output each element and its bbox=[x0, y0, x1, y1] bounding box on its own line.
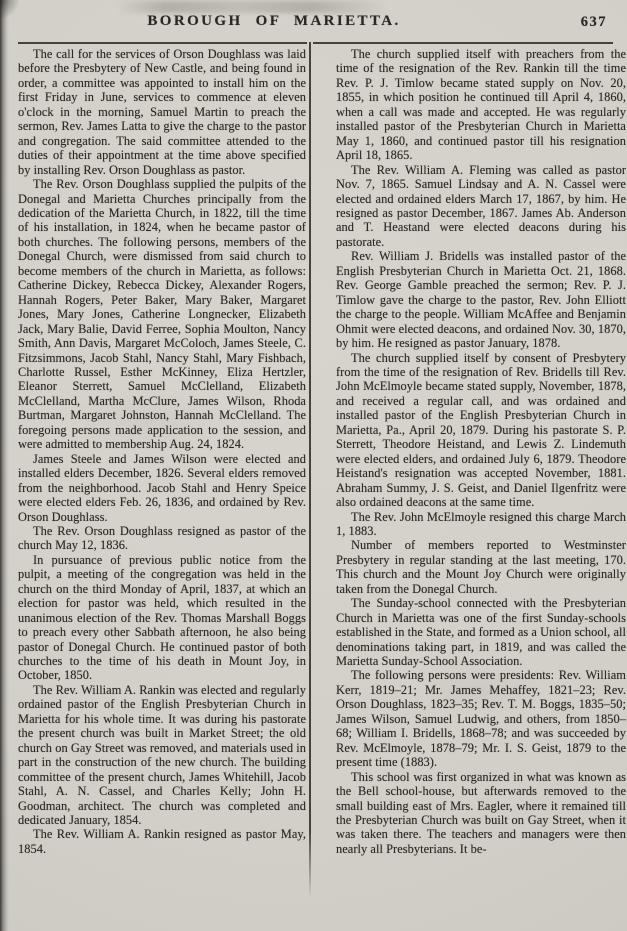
paragraph-sunday-school: The Sunday-school connected with the Presbyterian Church in Marietta was one of the first Sunday-schools established in the State, and formed as a Union school, all denominations taking part, in 1819, and was called the Marietta Sunday-School Association. bbox=[336, 596, 626, 669]
paragraph-presidents-list: The following persons were presidents: Rev. William Kerr, 1819–21; Mr. James Mehaffey, 1821–23; Rev. Orson Doughlass, 1823–35; Rev. T. M. Boggs, 1835–50; James Wilson, Samuel Ludwig, and others, from 1850–68; William I. Bridells, 1868–78; and was succeeded by Rev. McElmoyle, 1878–79; Mr. I. S. Geist, 1879 to the present time (1883). bbox=[336, 668, 626, 770]
paragraph-call-for-services: The call for the services of Orson Doughlass was laid before the Presbytery of New Castle, and being found in order, a committee was appointed to install him on the first Friday in June, services to commence at eleven o'clock in the morning, Samuel Martin to preach the sermon, Rev. James Latta to give the charge to the pastor and congregation. The said committee attended to the duties of their appointment at the time above specified by installing Rev. Orson Doughlass as pastor. bbox=[18, 47, 306, 177]
paragraph-boggs-election: In pursuance of previous public notice from the pulpit, a meeting of the congregation was held in the church on the third Monday of April, 1837, at which an election for pastor was held, which resulted in the unanimous election of the Rev. Thomas Marshall Boggs to preach every other Sabbath afternoon, he also being pastor of Donegal Church. He continued pastor of both churches to the time of his death in Mount Joy, in October, 1850. bbox=[18, 552, 306, 683]
paragraph-elders-elected: James Steele and James Wilson were elected and installed elders December, 1826. Several elders removed from the neighborhood. Jacob Stahl and Henry Speice were elected elders Feb. 26, 1836, and ordained by Rev. Orson Doughlass. bbox=[18, 451, 306, 524]
scan-edge-shadow bbox=[0, 0, 9, 931]
paragraph-fleming-called: The Rev. William A. Fleming was called as pastor Nov. 7, 1865. Samuel Lindsay and A. N. Cassel were elected and ordained elders March 17, 1867, by him. He resigned as pastor December, 1867. James Ab. Anderson and T. Heastand were elected deacons during his pastorate. bbox=[336, 162, 626, 249]
paragraph-member-count: Number of members reported to Westminster Presbytery in regular standing at the last meeting, 170. This church and the Mount Joy Church were originally taken from the Donegal Church. bbox=[336, 538, 626, 596]
paragraph-doughlass-supplied-pulpits: The Rev. Orson Doughlass supplied the pulpits of the Donegal and Marietta Churches principally from the dedication of the Marietta Church, in 1822, till the time of his installation, in 1824, when he became pastor of both churches. The following persons, members of the Donegal Church, were dismissed from said church to become members of the church in Marietta, as follows: Catherine Dickey, Rebecca Dickey, Alexander Rogers, Hannah Rogers, Peter Baker, Mary Baker, Margaret Jones, Mary Jones, Catherine Longnecker, Elizabeth Jack, Mary Balie, David Ferree, Sophia Moulton, Nancy Smith, Ann Davis, Margaret McColoch, James Steele, C. Fitzsimmons, Jacob Stahl, Nancy Stahl, Mary Fishbach, Charlotte Russel, Esther McKinney, Eliza Hertzler, Eleanor Sterrett, Samuel McClelland, Elizabeth McClelland, Martha McClure, James Wilson, Rhoda Burtman, Margaret Johnston, Hannah McClelland. The foregoing persons made application to the session, and were admitted to membership Aug. 24, 1824. bbox=[18, 177, 306, 452]
left-column bbox=[18, 47, 306, 899]
paragraph-school-organized: This school was first organized in what was known as the Bell school-house, but afterwards removed to the small building east of Mrs. Eagler, where it remained till the Presbyterian Church was built on Gay Street, when it was taken there. The teachers and managers were then nearly all Presbyterians. It be- bbox=[336, 769, 626, 856]
paragraph-rankin-resigned: The Rev. William A. Rankin resigned as pastor May, 1854. bbox=[18, 827, 306, 856]
paragraph-timlow-supply: The church supplied itself with preachers from the time of the resignation of the Rev. Rankin till the time Rev. P. J. Timlow became stated supply on Nov. 20, 1855, in which position he continued till April 4, 1860, when a call was made and accepted. He was regularly installed pastor of the Presbyterian Church in Marietta May 1, 1860, and continued pastor till his resignation April 18, 1865. bbox=[336, 47, 626, 163]
page-number: 637 bbox=[580, 14, 607, 30]
header-rule-right bbox=[313, 42, 613, 44]
header-rule-left bbox=[18, 42, 307, 44]
bleed-through-smudge bbox=[118, 1, 386, 13]
paragraph-rankin-elected: The Rev. William A. Rankin was elected and regularly ordained pastor of the English Presbyterian Church in Marietta for his whole time. It was during his pastorate the present church was built in Market Street; the old church on Gay Street was removed, and materials used in part in the construction of the new church. The building committee of the present church, James Whitehill, Jacob Stahl, A. N. Cassel, and Charles Kelly; John H. Goodman, architect. The church was completed and dedicated January, 1854. bbox=[18, 682, 306, 828]
page-header-title: BOROUGH OF MARIETTA. bbox=[147, 13, 401, 29]
paragraph-mcelmoyle-supply: The church supplied itself by consent of Presbytery from the time of the resignation of Rev. Bridells till Rev. John McElmoyle became stated supply, November, 1878, and received a regular call, and was ordained and installed pastor of the English Presbyterian Church in Marietta, Pa., April 20, 1879. During his pastorate S. P. Sterrett, Theodore Heistand, and Lewis Z. Lindemuth were elected elders, and ordained July 6, 1879. Theodore Heistand's resignation was accepted November, 1881. Abraham Summy, J. S. Geist, and Daniel Ilgenfritz were also ordained deacons at the same time. bbox=[336, 350, 626, 510]
paragraph-doughlass-resigned: The Rev. Orson Doughlass resigned as pastor of the church May 12, 1836. bbox=[18, 523, 306, 553]
page-body bbox=[18, 47, 626, 899]
paragraph-bridells-installed: Rev. William J. Bridells was installed pastor of the English Presbyterian Church in Marietta Oct. 21, 1868. Rev. George Gamble preached the sermon; Rev. P. J. Timlow gave the charge to the pastor, Rev. John Elliott the charge to the people. William McAffee and Benjamin Ohmit were elected deacons, and ordained Nov. 30, 1870, by him. He resigned as pastor January, 1878. bbox=[336, 249, 626, 351]
right-column bbox=[336, 47, 626, 899]
scan-corner-smudge bbox=[0, 0, 20, 20]
paragraph-mcelmoyle-resigned: The Rev. John McElmoyle resigned this charge March 1, 1883. bbox=[336, 509, 626, 538]
